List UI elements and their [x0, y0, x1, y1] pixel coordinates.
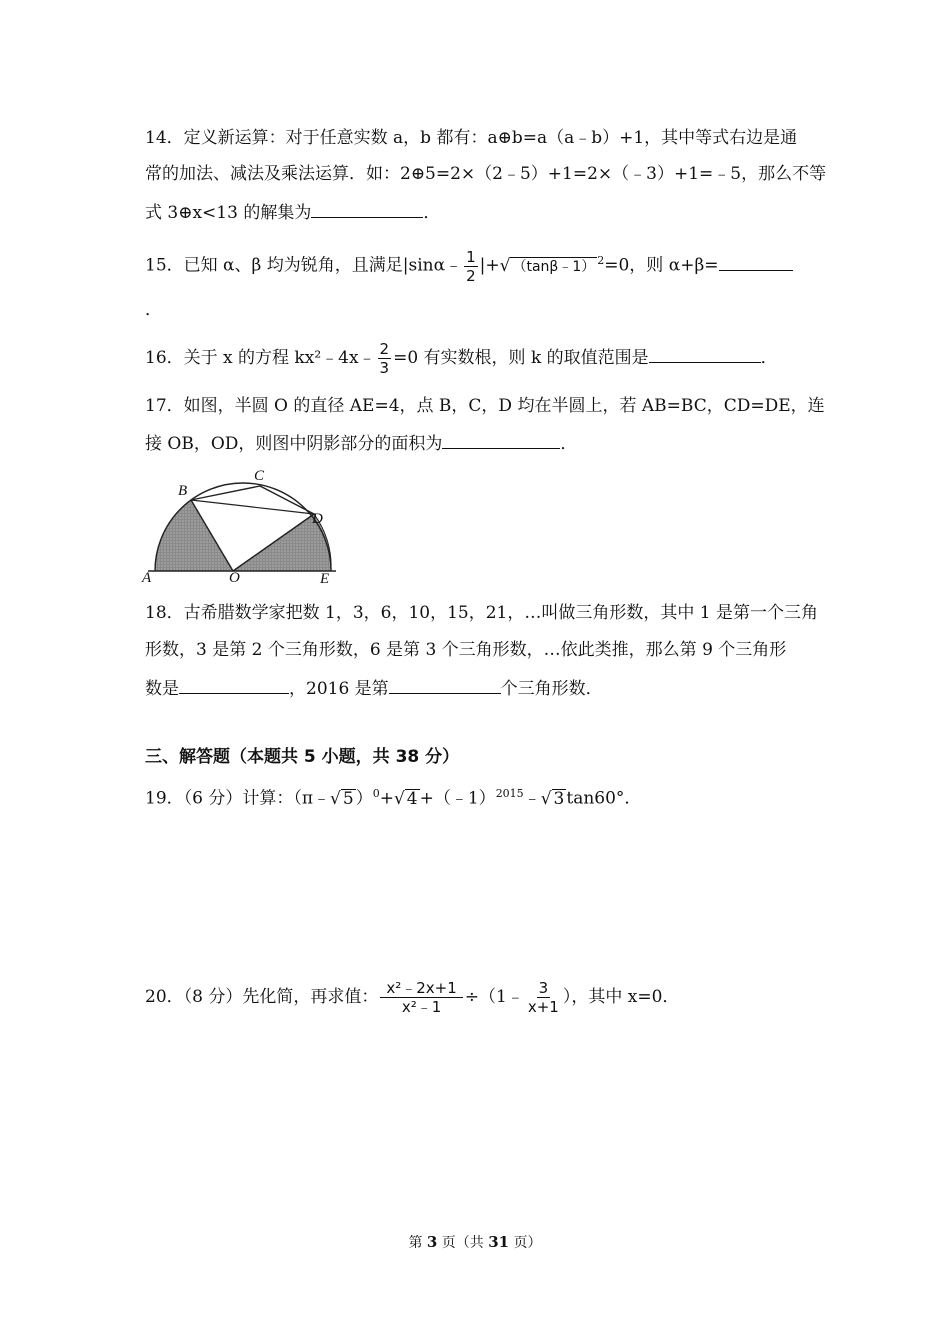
q19-exp-1: 0	[372, 787, 380, 800]
q15-pre: 15．已知 α、β 均为锐角，且满足|sinα﹣	[145, 255, 463, 276]
shaded-region-left	[155, 500, 233, 571]
q19-p1: ）	[355, 788, 373, 809]
q17-line2-end: ．	[560, 434, 578, 454]
q19-p3: ﹣	[523, 788, 541, 809]
q18-line1: 18．古希腊数学家把数 1，3，6，10，15，21，…叫做三角形数，其中 1 是第一个三角	[145, 603, 819, 623]
chord-BD	[191, 500, 314, 514]
q16-answer-blank[interactable]	[649, 346, 761, 363]
footer-page-number: 3	[426, 1233, 438, 1251]
footer-total-pages: 31	[488, 1233, 510, 1251]
q20-pre: 20．（8 分）先化简，再求值：	[145, 987, 379, 1007]
q17-line2	[145, 432, 810, 454]
sqrt-icon: √	[330, 788, 341, 809]
q14-line1: 14．定义新运算：对于任意实数 a，b 都有：a⊕b=a（a﹣b）+1，其中等式右边是通	[145, 128, 798, 148]
q16-fraction	[378, 340, 392, 377]
label-D: D	[312, 511, 323, 527]
q18-line3	[145, 677, 810, 699]
q17-line1: 17．如图，半圆 O 的直径 AE=4，点 B，C，D 均在半圆上，若 AB=BC，CD=DE，连	[145, 396, 825, 416]
q14-line3-text: 式 3⊕x<13 的解集为	[145, 203, 312, 223]
q19-radicand-3: 3	[553, 788, 565, 809]
q14-line3-end: ．	[423, 203, 441, 223]
q19-p2: +（﹣1）	[419, 788, 496, 809]
q17-line2-text: 接 OB，OD，则图中阴影部分的面积为	[145, 434, 443, 454]
sqrt-icon: √	[540, 788, 552, 809]
q18-answer-blank-2[interactable]	[389, 677, 501, 694]
semicircle-figure	[140, 466, 340, 590]
q18-line3-b: ，2016 是第	[289, 679, 389, 699]
q16-end: ．	[760, 348, 778, 368]
page-footer	[0, 1232, 950, 1252]
q19-pre: 19．（6 分）计算：（π﹣	[145, 788, 331, 809]
q20-line	[145, 972, 810, 1022]
q15-dot: ．	[145, 300, 162, 320]
q16-line	[145, 340, 810, 377]
footer-mid: 页（共	[437, 1235, 489, 1251]
q18-line3-c: 个三角形数．	[500, 679, 603, 699]
q19-plus: +	[379, 788, 394, 809]
q15-frac-den: 2	[466, 266, 476, 285]
q19-post: tan60°．	[566, 788, 642, 809]
q19-line	[145, 782, 810, 809]
q20-frac1-num: x²﹣2x+1	[380, 979, 462, 998]
label-O: O	[229, 570, 240, 586]
sqrt-icon: √	[499, 255, 511, 276]
q19-exp-2: 2015	[495, 787, 524, 800]
label-E: E	[320, 571, 330, 587]
q20-fraction-2	[526, 979, 561, 1016]
q15-exponent: 2	[597, 254, 605, 267]
q16-frac-den: 3	[379, 359, 390, 377]
q20-post: ），其中 x=0．	[562, 987, 680, 1007]
q19-radicand-1: 5	[342, 788, 354, 809]
q16-frac-num: 2	[379, 340, 390, 358]
q14-line2: 常的加法、减法及乘法运算．如：2⊕5=2×（2﹣5）+1=2×（﹣3）+1=﹣5，那么不等	[145, 164, 827, 184]
q19-radicand-2: 4	[406, 788, 418, 809]
q15-post: =0，则 α+β=	[604, 255, 719, 276]
q18-line3-a: 数是	[145, 679, 179, 699]
label-C: C	[254, 468, 265, 484]
label-A: A	[142, 570, 152, 586]
q14-answer-blank[interactable]	[311, 201, 423, 218]
section-heading: 三、解答题（本题共 5 小题，共 38 分）	[145, 747, 460, 767]
q20-fraction-1	[380, 979, 462, 1016]
q15-radicand: （tanβ﹣1）	[512, 258, 596, 275]
q20-frac1-den: x²﹣1	[401, 998, 442, 1016]
q20-mid: ÷（1﹣	[464, 987, 524, 1007]
q18-answer-blank-1[interactable]	[179, 677, 289, 694]
q16-pre: 16．关于 x 的方程 kx²﹣4x﹣	[145, 348, 376, 368]
footer-post: 页）	[509, 1235, 542, 1251]
q20-frac2-den: x+1	[527, 998, 559, 1016]
footer-pre: 第	[408, 1235, 427, 1251]
q15-answer-blank[interactable]	[719, 254, 793, 271]
q20-frac2-num: 3	[538, 979, 549, 997]
q15-frac-num: 1	[466, 247, 476, 266]
q16-post: =0 有实数根，则 k 的取值范围是	[393, 348, 649, 368]
q15-fraction	[464, 248, 478, 285]
label-B: B	[178, 483, 188, 499]
q15-line	[145, 246, 810, 285]
q18-line2: 形数，3 是第 2 个三角形数，6 是第 3 个三角形数，…依此类推，那么第 9 个三角形	[145, 640, 787, 660]
q17-answer-blank[interactable]	[442, 432, 560, 449]
q15-mid: |+	[479, 255, 500, 276]
sqrt-icon: √	[393, 788, 405, 809]
q14-line3	[145, 201, 810, 223]
